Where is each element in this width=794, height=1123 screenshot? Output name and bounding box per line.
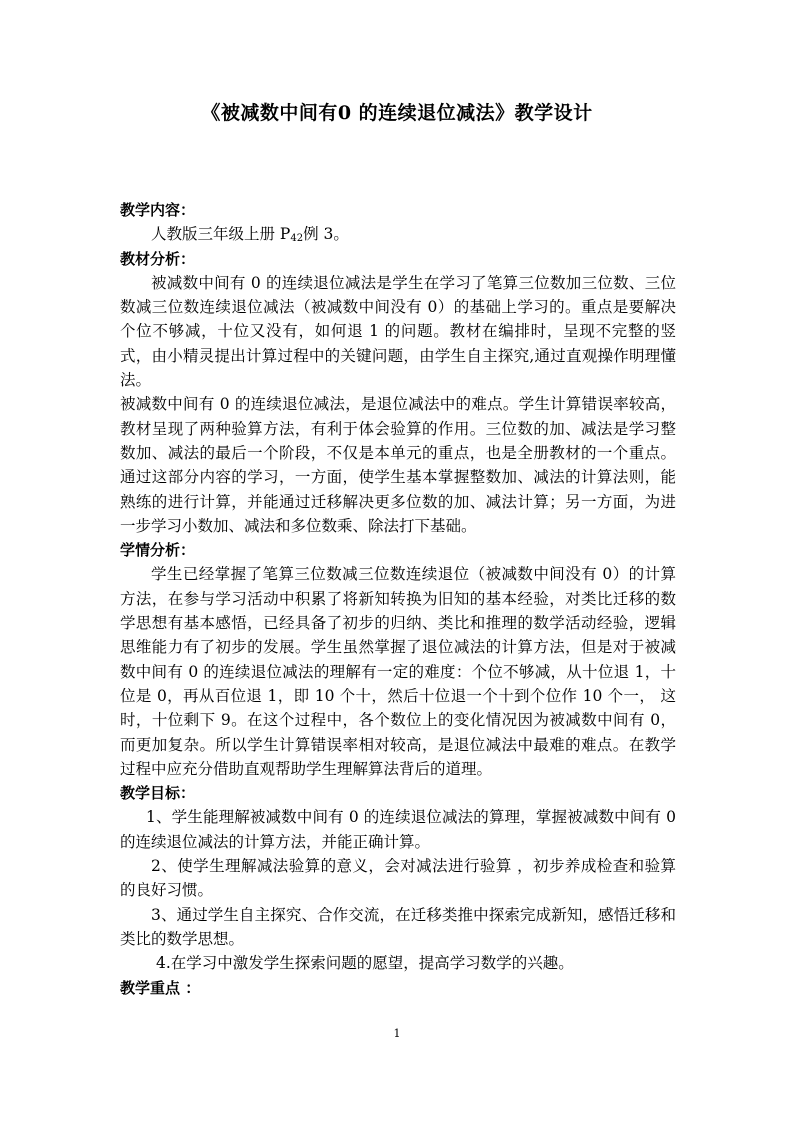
content-text-sub: 42 bbox=[290, 233, 304, 245]
analysis-paragraph-2: 被减数中间有 0 的连续退位减法，是退位减法中的难点。学生计算错误率较高，教材呈现了两种验算方法，有利于体会验算的作用。三位数的加、减法是学习整数加、减法的最后一个阶段，不仅是本单元的重点，也是全册教材的一个重点。通过这部分内容的学习，一方面，使学生基本掌握整数加、减法的计算法则，能熟练的进行计算，并能通过迁移解决更多位数的加、减法计算；另一方面，为进一步学习小数加、减法和多位数乘、除法打下基础。 bbox=[120, 395, 676, 535]
document-title: 《被减数中间有0 的连续退位减法》教学设计 bbox=[201, 102, 593, 124]
goal-item-2: 2、使学生理解减法验算的意义，会对减法进行验算 ，初步养成检查和验算的良好习惯。 bbox=[120, 857, 676, 900]
analysis-paragraph-1: 被减数中间有 0 的连续退位减法是学生在学习了笔算三位数加三位数、三位数减三位数连续退位减法（被减数中间没有 0）的基础上学习的。重点是要解决个位不够减，十位又没有，如何退 1 的问题。教材在编排时，呈现不完整的竖式，由小精灵提出计算过程中的关键问题，由学生自主探究,通过直观操作明理懂法。 bbox=[120, 273, 676, 390]
page-number: 1 bbox=[393, 1027, 401, 1040]
section-heading-goals: 教学目标： bbox=[120, 784, 196, 803]
section-heading-students: 学情分析： bbox=[120, 541, 196, 560]
section-heading-analysis: 教材分析： bbox=[120, 249, 196, 268]
content-text bbox=[120, 222, 676, 246]
goal-item-4: 4.在学习中激发学生探索问题的愿望，提高学习数学的兴趣。 bbox=[156, 954, 574, 973]
document-body bbox=[120, 198, 676, 1000]
goal-item-1: 1、学生能理解被减数中间有 0 的连续退位减法的算理，掌握被减数中间有 0 的连续退位减法的计算方法，并能正确计算。 bbox=[120, 808, 676, 851]
section-heading-content: 教学内容： bbox=[120, 201, 196, 219]
students-paragraph-1: 学生已经掌握了笔算三位数减三位数连续退位（被减数中间没有 0）的计算方法，在参与学习活动中积累了将新知转换为旧知的基本经验，对类比迁移的数学思想有基本感悟，已经具备了初步的归纳、类比和推理的数学活动经验，逻辑思维能力有了初步的发展。学生虽然掌握了退位减法的计算方法，但是对于被减数中间有 0 的连续退位减法的理解有一定的难度：个位不够减，从十位退 1，十位是 0，再从百位退 1，即 10 个十，然后十位退一个十到个位作 10 个一， 这时，十位剩下 9。在这个过程中，各个数位上的变化情况因为被减数中间有 0，而更加复杂。所以学生计算错误率相对较高，是退位减法中最难的难点。在教学过程中应充分借助直观帮助学生理解算法背后的道理。 bbox=[120, 565, 676, 778]
section-heading-key: 教学重点 ： bbox=[120, 978, 201, 997]
goal-item-3: 3、通过学生自主探究、合作交流，在迁移类推中探索完成新知，感悟迁移和类比的数学思想。 bbox=[120, 905, 676, 948]
content-text-b: 例 3。 bbox=[303, 225, 349, 244]
content-text-a: 人教版三年级上册 P bbox=[151, 225, 291, 244]
